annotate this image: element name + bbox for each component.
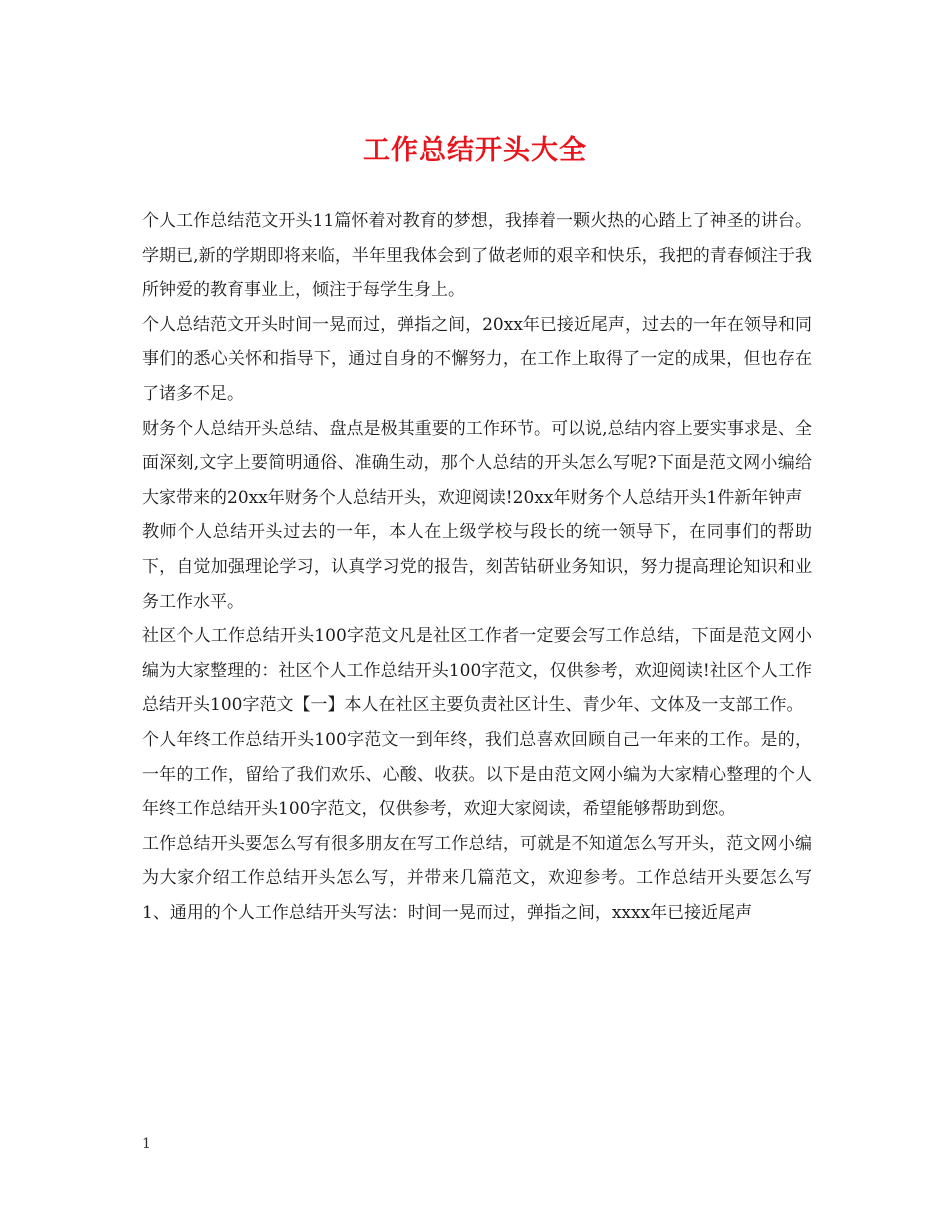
paragraph: 个人总结范文开头时间一晃而过，弹指之间，20xx年已接近尾声，过去的一年在领导和同事们的悉心关怀和指导下，通过自身的不懈努力，在工作上取得了一定的成果，但也存在了诸多不足。	[142, 314, 812, 404]
paragraph: 教师个人总结开头过去的一年，本人在上级学校与段长的统一领导下，在同事们的帮助下，自觉加强理论学习，认真学习党的报告，刻苦钻研业务知识，努力提高理论知识和业务工作水平。	[142, 522, 812, 612]
paragraph: 个人工作总结范文开头11篇怀着对教育的梦想，我捧着一颗火热的心踏上了神圣的讲台。学期已,新的学期即将来临，半年里我体会到了做老师的艰辛和快乐，我把的青春倾注于我所钟爱的教育事业上，倾注于每学生身上。	[142, 211, 812, 301]
paragraph: 工作总结开头要怎么写有很多朋友在写工作总结，可就是不知道怎么写开头，范文网小编为大家介绍工作总结开头怎么写，并带来几篇范文，欢迎参考。工作总结开头要怎么写1、通用的个人工作总结开头写法：时间一晃而过，弹指之间，xxxx年已接近尾声	[142, 833, 812, 923]
page-number: 1	[142, 1136, 151, 1152]
paragraph: 个人年终工作总结开头100字范文一到年终，我们总喜欢回顾自己一年来的工作。是的，一年的工作，留给了我们欢乐、心酸、收获。以下是由范文网小编为大家精心整理的个人年终工作总结开头100字范文，仅供参考，欢迎大家阅读，希望能够帮助到您。	[142, 729, 812, 820]
paragraph: 社区个人工作总结开头100字范文凡是社区工作者一定要会写工作总结，下面是范文网小编为大家整理的：社区个人工作总结开头100字范文，仅供参考，欢迎阅读!社区个人工作总结开头100字范文【一】本人在社区主要负责社区计生、青少年、文体及一支部工作。	[142, 626, 812, 716]
paragraph: 财务个人总结开头总结、盘点是极其重要的工作环节。可以说,总结内容上要实事求是、全面深刻,文字上要简明通俗、准确生动，那个人总结的开头怎么写呢?下面是范文网小编给大家带来的20xx年财务个人总结开头，欢迎阅读!20xx年财务个人总结开头1件新年钟声	[142, 418, 812, 508]
document-body	[142, 204, 812, 930]
document-title: 工作总结开头大全	[363, 135, 587, 166]
